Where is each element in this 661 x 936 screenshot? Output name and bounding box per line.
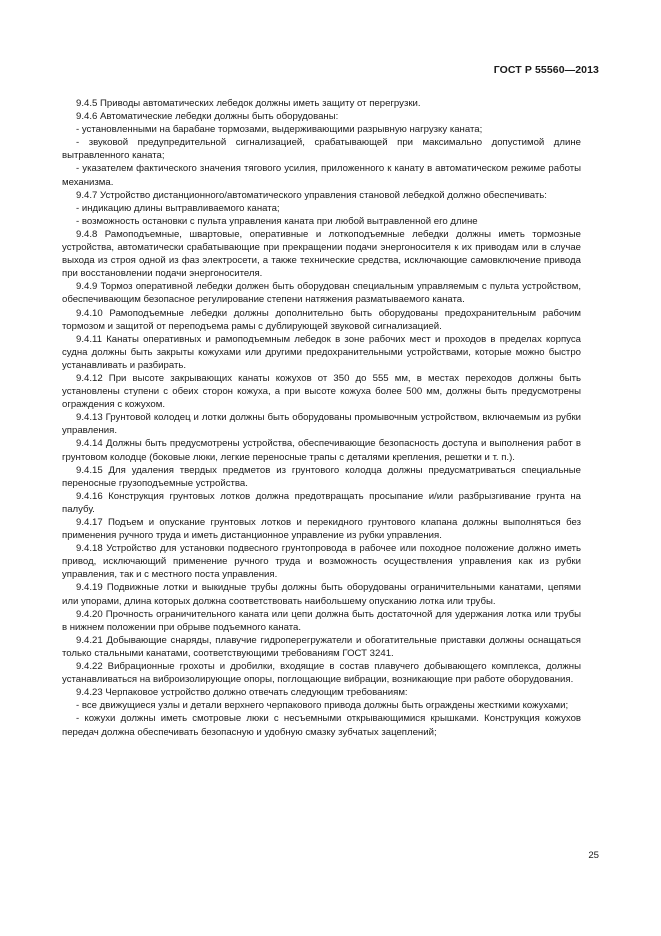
paragraph: 9.4.16 Конструкция грунтовых лотков должна предотвращать просыпание и/или разбрызгивание грунта на палубу.	[62, 490, 581, 515]
list-item: - индикацию длины вытравливаемого каната;	[76, 202, 280, 214]
paragraph: 9.4.5 Приводы автоматических лебедок должны иметь защиту от перегрузки.	[76, 98, 421, 109]
paragraph: 9.4.10 Рамоподъемные лебедки должны дополнительно быть оборудованы предохранительным рабочим тормозом и защитой от переподъема рамы с дублирующей звуковой сигнализацией.	[62, 307, 581, 332]
paragraph: 9.4.18 Устройство для установки подвесного грунтопровода в рабочее или походное положение должно иметь привод, исключающий применение ручного труда и возможность осуществления управления как из рубки управления, так и с местного поста управления.	[62, 543, 581, 581]
paragraph: 9.4.15 Для удаления твердых предметов из грунтового колодца должны предусматриваться специальные переносные грузоподъемные устройства.	[62, 464, 581, 489]
paragraph: 9.4.13 Грунтовой колодец и лотки должны быть оборудованы промывочным устройством, включаемым из рубки управления.	[62, 412, 581, 437]
paragraph: 9.4.12 При высоте закрывающих канаты кожухов от 350 до 555 мм, в местах переходов должны быть установлены ступени с обеих сторон кожуха, а при высоте кожуха более 500 мм, должны быть предусмотрены ограждения с кожухом.	[62, 372, 581, 411]
document-header: ГОСТ Р 55560—2013	[493, 64, 599, 76]
page-number: 25	[588, 850, 599, 861]
paragraph: 9.4.21 Добывающие снаряды, плавучие гидроперегружатели и обогатительные приставки должны оснащаться только стальными канатами, соответствующими требованиям ГОСТ 3241.	[62, 634, 581, 659]
paragraph: 9.4.14 Должны быть предусмотрены устройства, обеспечивающие безопасность доступа и выполнения работ в грунтовом колодце (боковые люки, легкие переносные трапы с деталями крепления, решетки и т. п.).	[62, 438, 581, 463]
paragraph: 9.4.23 Черпаковое устройство должно отвечать следующим требованиям:	[76, 687, 408, 699]
paragraph: 9.4.8 Рамоподъемные, швартовые, оперативные и лоткоподъемные лебедки должны иметь тормозные устройства, автоматически срабатывающие при прекращении подачи энергоносителя к их приводам или в случае выхода из строя одной из фаз электросети, а также технические средства, исключающие самовключение привода при восстановлении подачи энергоносителя.	[62, 228, 581, 280]
paragraph: 9.4.6 Автоматические лебедки должны быть оборудованы:	[76, 111, 339, 123]
paragraph: 9.4.11 Канаты оперативных и рамоподъемным лебедок в зоне рабочих мест и проходов в пределах корпуса судна должны быть закрыты кожухами или другими предохранительными устройствами, которые можно быстро устанавливать и разбирать.	[62, 333, 581, 371]
paragraph: 9.4.22 Вибрационные грохоты и дробилки, входящие в состав плавучего добывающего комплекса, должны устанавливаться на виброизолирующие опоры, поглощающие вибрации, возникающие при работе оборудования.	[62, 661, 581, 686]
paragraph: 9.4.19 Подвижные лотки и выкидные трубы должны быть оборудованы ограничительными канатами, цепями или упорами, длина которых должна соответствовать наибольшему опусканию лотка или трубы.	[62, 582, 581, 607]
paragraph: 9.4.20 Прочность ограничительного каната или цепи должна быть достаточной для удержания лотка или трубы в нижнем положении при обрыве подъемного каната.	[62, 608, 581, 633]
document-body	[62, 97, 581, 739]
list-item: - кожухи должны иметь смотровые люки с несъемными открывающимися крышками. Конструкция кожухов передач должна обеспечивать безопасную и удобную смазку зубчатых зацеплений;	[62, 713, 581, 738]
paragraph: 9.4.7 Устройство дистанционного/автоматического управления становой лебедкой должно обеспечивать:	[76, 189, 547, 201]
paragraph: 9.4.9 Тормоз оперативной лебедки должен быть оборудован специальным управляемым с пульта устройством, обеспечивающим безопасное регулирование степени натяжения разматываемого каната.	[62, 281, 581, 306]
list-item: - указателем фактического значения тягового усилия, приложенного к канату в автоматическом режиме работы механизма.	[62, 163, 581, 188]
list-item: - все движущиеся узлы и детали верхнего черпакового привода должны быть ограждены жесткими кожухами;	[76, 700, 569, 712]
paragraph: 9.4.17 Подъем и опускание грунтовых лотков и перекидного грунтового клапана должны выполняться без применения ручного труда и иметь дистанционное управление из рубки управления.	[62, 517, 581, 542]
list-item: - звуковой предупредительной сигнализацией, срабатывающей при максимально допустимой длине вытравленного каната;	[62, 137, 581, 162]
list-item: - возможность остановки с пульта управления каната при любой вытравленной его длине	[76, 215, 478, 227]
list-item: - установленными на барабане тормозами, выдерживающими разрывную нагрузку каната;	[76, 124, 483, 136]
